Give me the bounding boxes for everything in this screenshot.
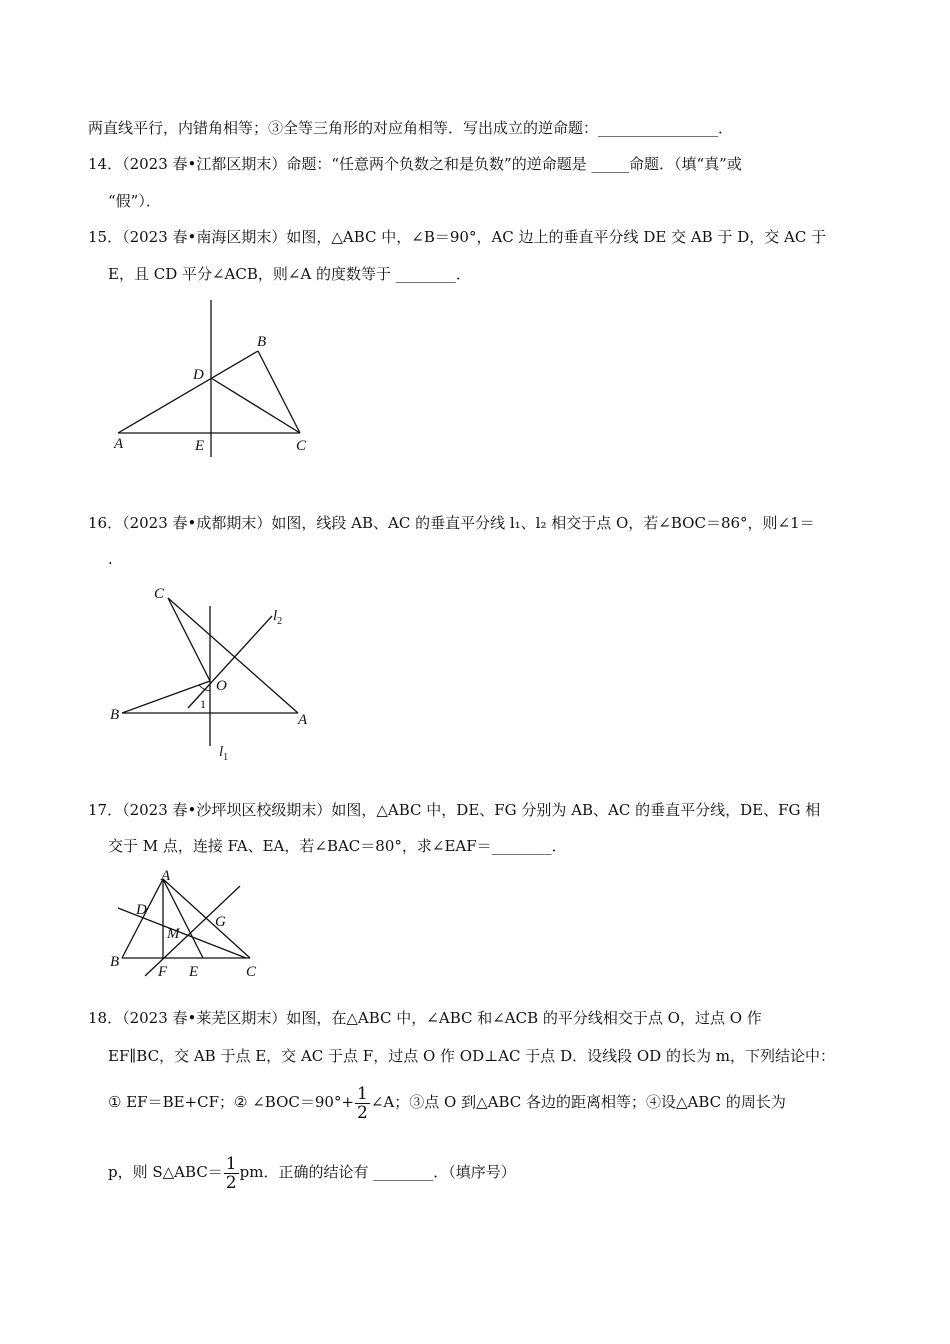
label-b: B [110,707,120,723]
q17-line1: 17．（2023 春•沙坪坝区校级期末）如图，△ABC 中，DE、FG 分别为 AB、AC 的垂直平分线，DE、FG 相 [88,801,821,819]
q14-line2: “假”）． [108,192,161,210]
label-a: A [161,868,171,884]
q15-line1: 15．（2023 春•南海区期末）如图，△ABC 中，∠B＝90°，AC 边上的垂直平分线 DE 交 AB 于 D，交 AC 于 [88,228,827,246]
q18-line4-part-a: p，则 S△ABC＝ [108,1163,223,1181]
label-c: C [246,964,257,980]
label-o: O [216,678,227,694]
line-fg [145,886,240,976]
fraction-numerator-2: 1 [225,1153,237,1174]
segment-ae [163,879,203,958]
label-m: M [167,926,180,942]
label-l2: $l_2$ [273,608,283,627]
label-l1: $l_1$ [219,744,229,763]
segment-co [168,598,210,681]
label-b: B [257,334,267,350]
q18-line3 [108,1082,786,1122]
q18-line1: 18．（2023 春•莱芜区期末）如图，在△ABC 中，∠ABC 和∠ACB 的平分线相交于点 O，过点 O 作 [88,1009,762,1027]
label-f: F [158,964,168,980]
fraction-numerator: 1 [357,1083,368,1104]
segment-bo [122,681,210,713]
fraction-half [355,1085,370,1122]
label-e: E [189,964,199,980]
label-g: G [215,914,226,930]
q17-line2: 交于 M 点，连接 FA、EA，若∠BAC＝80°，求∠EAF＝________． [108,837,567,855]
q16-line1: 16．（2023 春•成都期末）如图，线段 AB、AC 的垂直平分线 l₁、l₂ 相交于点 O，若∠BOC＝86°，则∠1＝ [88,514,815,532]
segment-ab [122,879,163,958]
q15-line2: E，且 CD 平分∠ACB，则∠A 的度数等于 ________． [108,265,471,283]
segment-cd [211,378,300,433]
q13-tail: 两直线平行，内错角相等；③全等三角形的对应角相等．写出成立的逆命题：________________． [88,119,734,137]
q18-line3-part-a: ① EF＝BE+CF；② ∠BOC＝90°+ [108,1093,355,1111]
label-b: B [110,954,120,970]
label-d: D [193,367,204,383]
q18-line4 [108,1152,516,1192]
q17-figure [100,866,275,981]
q16-line2: . [108,550,113,568]
q18-line2: EF∥BC，交 AB 于点 E，交 AC 于点 F，过点 O 作 OD⊥AC 于点 D．设线段 OD 的长为 m，下列结论中： [108,1047,835,1065]
label-d: D [136,902,147,918]
q18-line3-part-b: ∠A；③点 O 到△ABC 各边的距离相等；④设△ABC 的周长为 [370,1093,786,1111]
q15-figure [100,295,330,460]
fraction-denominator-2: 2 [225,1172,237,1193]
label-e: E [195,438,205,454]
q18-line4-part-b: pm．正确的结论有 ________．（填序号） [239,1163,516,1181]
label-angle-1: 1 [200,697,206,711]
fraction-denominator: 2 [357,1102,368,1123]
label-a: A [298,712,308,728]
label-c: C [296,438,307,454]
segment-ab [118,351,258,433]
q16-figure [100,578,330,763]
q14-line1: 14．（2023 春•江都区期末）命题：“任意两个负数之和是负数”的逆命题是 _____命题．（填“真”或 [88,155,742,173]
label-a: A [114,436,124,452]
label-c: C [154,586,165,602]
fraction-half-2 [224,1155,239,1192]
